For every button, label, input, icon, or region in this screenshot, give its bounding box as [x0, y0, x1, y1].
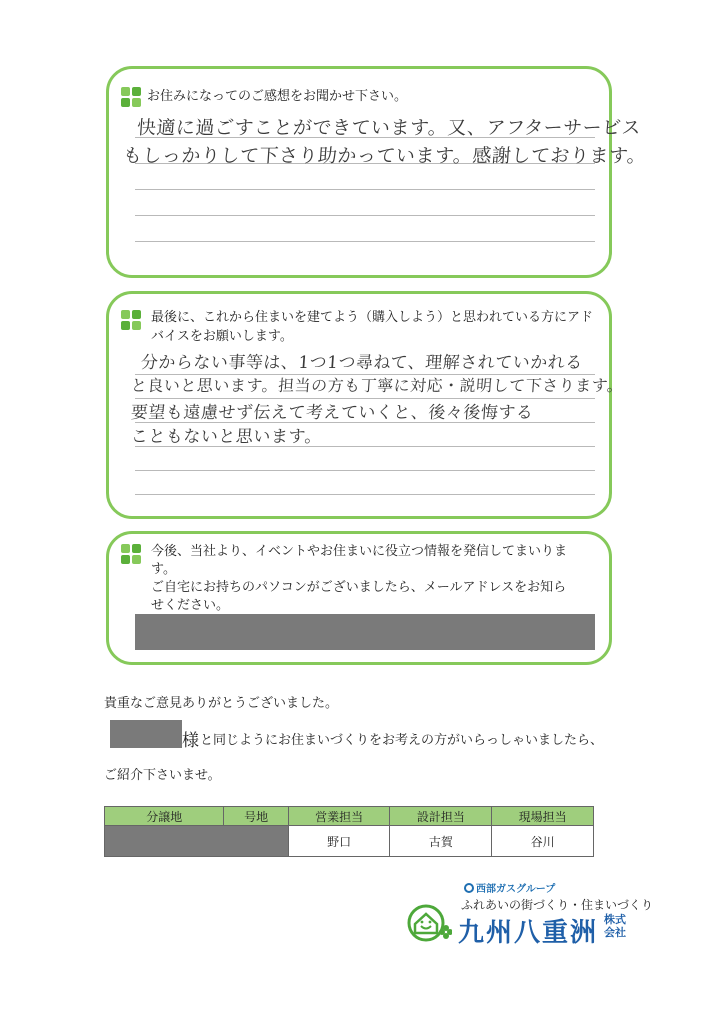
email-request-line: ご自宅にお持ちのパソコンがございましたら、メールアドレスをお知ら	[151, 580, 567, 595]
impressions-box	[106, 66, 648, 278]
answer-rule	[135, 215, 595, 216]
thanks-text: 貴重なご意見ありがとうございました。	[104, 696, 339, 711]
design-staff-name: 古賀	[390, 826, 492, 857]
sales-staff-name: 野口	[288, 826, 390, 857]
handwritten-answer-line: 要望も遠慮せず伝えて考えていくと、後々後悔する	[130, 403, 535, 423]
clover-icon	[121, 544, 141, 564]
house-logo-icon	[406, 902, 452, 942]
staff-table-value-row	[105, 826, 594, 857]
email-request-line: せください。	[151, 598, 230, 613]
company-name: 九州八重洲	[458, 918, 599, 948]
advice-question-line: バイスをお願いします。	[151, 329, 293, 344]
email-request-line: 今後、当社より、イベントやお住まいに役立つ情報を発信してまいりま	[151, 544, 568, 559]
group-name-text: 西部ガスグループ	[476, 884, 556, 895]
answer-rule	[135, 189, 595, 190]
handwritten-answer-line: こともないと思います。	[130, 427, 323, 447]
header-lot-number: 号地	[224, 807, 288, 826]
clover-icon	[121, 87, 141, 107]
impressions-question: お住みになってのご感想をお聞かせ下さい。	[147, 89, 408, 104]
kabushiki-bottom: 会社	[604, 926, 626, 939]
handwritten-answer-line: と良いと思います。担当の方も丁寧に対応・説明して下さります。	[130, 376, 625, 395]
staff-table	[104, 806, 594, 857]
advice-question-line: 最後に、これから住まいを建てよう（購入しよう）と思われている方にアド	[151, 310, 594, 325]
redacted-customer-name	[110, 720, 182, 748]
answer-rule	[135, 241, 595, 242]
header-site-staff: 現場担当	[492, 807, 594, 826]
advice-box	[106, 291, 625, 519]
email-request-box	[106, 531, 612, 665]
handwritten-answer-line: 快適に過ごすことができています。又、アフターサービス	[136, 117, 642, 139]
header-subdivision: 分譲地	[105, 807, 224, 826]
sama-honorific: 様	[182, 731, 199, 751]
referral-text: と同じようにお住まいづくりをお考えの方がいらっしゃいましたら、	[200, 733, 604, 748]
referral-closing: ご紹介下さいませ。	[104, 768, 221, 783]
header-sales-staff: 営業担当	[288, 807, 390, 826]
group-name	[464, 880, 555, 895]
site-staff-name: 谷川	[492, 826, 594, 857]
answer-rule	[135, 494, 595, 495]
answer-rule	[135, 470, 595, 471]
email-request-line: す。	[151, 562, 176, 577]
staff-table-header-row	[105, 807, 594, 826]
handwritten-answer-line: もしっかりして下さり助かっています。感謝しております。	[122, 145, 648, 167]
kabushiki-top: 株式	[604, 913, 626, 926]
group-logo-icon	[464, 883, 474, 893]
redacted-subdivision-lot	[105, 826, 289, 857]
clover-icon	[121, 310, 141, 330]
handwritten-answer-line: 分からない事等は、1つ1つ尋ねて、理解されていかれる	[140, 353, 584, 373]
company-slogan: ふれあいの街づくり・住まいづくり	[461, 898, 654, 912]
redacted-email-field	[135, 614, 595, 650]
header-design-staff: 設計担当	[390, 807, 492, 826]
kabushiki-kaisha	[602, 913, 628, 939]
